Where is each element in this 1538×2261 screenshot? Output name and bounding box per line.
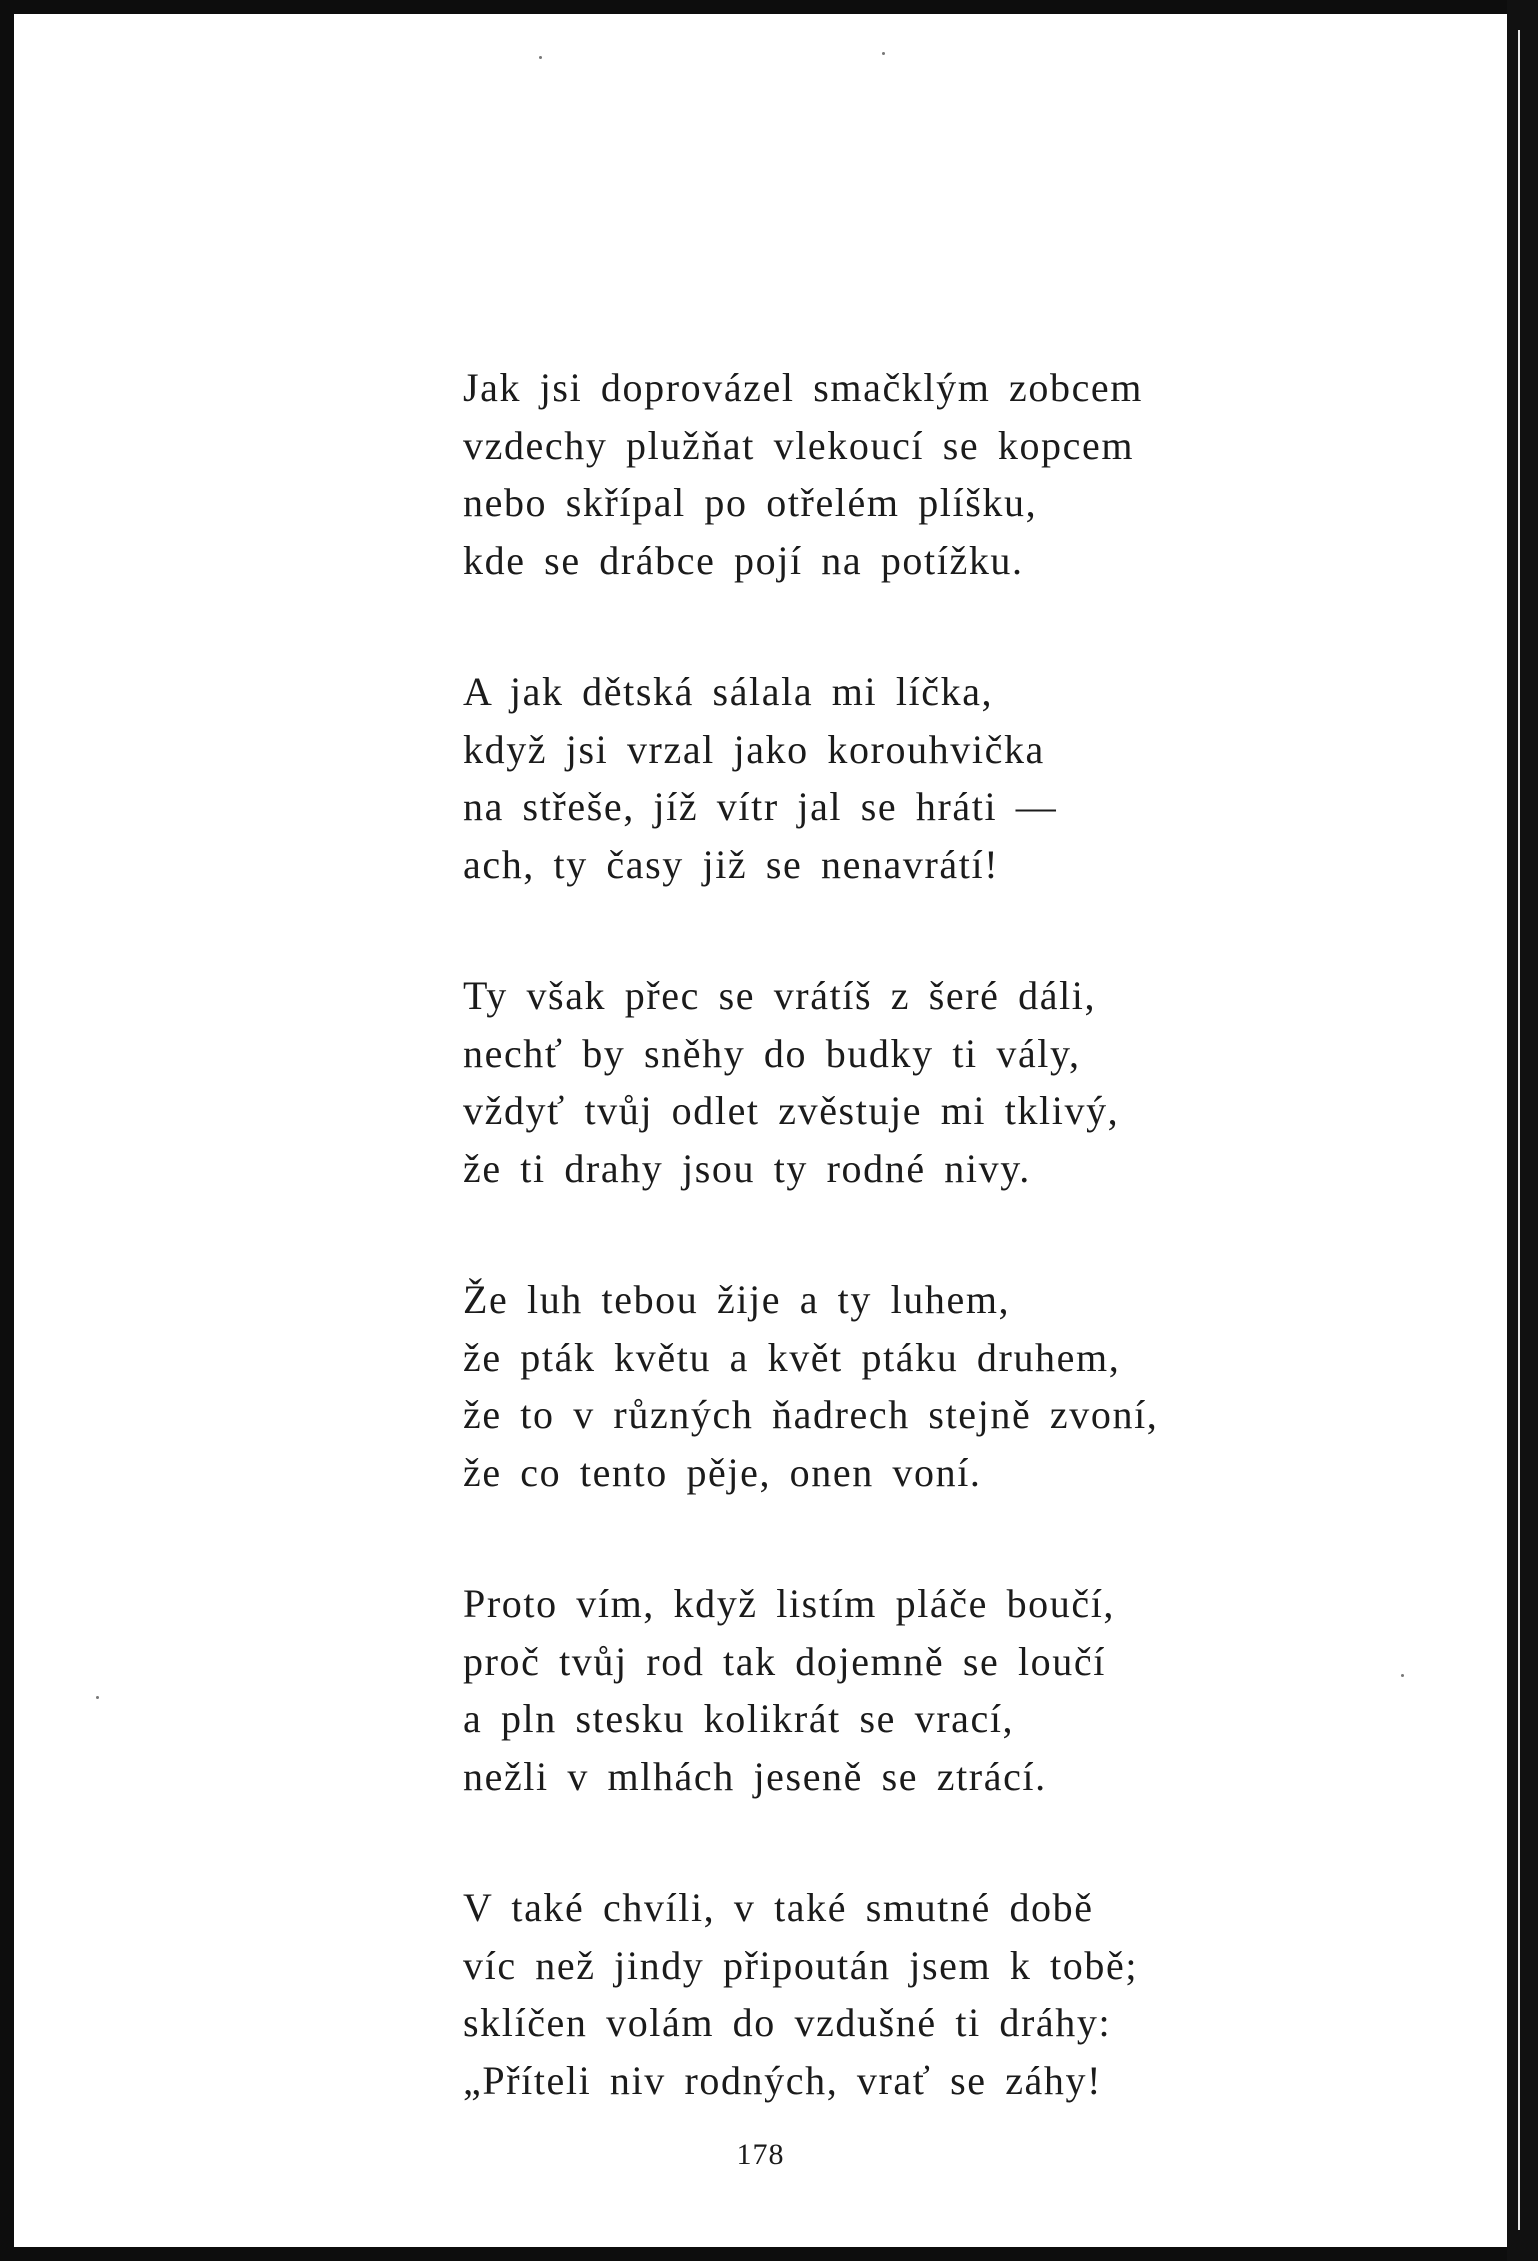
stanza	[463, 359, 1283, 589]
verse-line: že ti drahy jsou ty rodné nivy.	[463, 1145, 1031, 1191]
verse-line: Že luh tebou žije a ty luhem,	[463, 1277, 1011, 1322]
stanza	[463, 1271, 1283, 1501]
verse-line: a pln stesku kolikrát se vrací,	[463, 1696, 1015, 1741]
verse-line: nechť by sněhy do budky ti vály,	[463, 1030, 1081, 1076]
scan-speck	[539, 56, 542, 59]
scan-speck	[96, 1696, 99, 1699]
scan-speck	[882, 52, 885, 55]
verse-line: že pták květu a květ ptáku druhem,	[463, 1334, 1121, 1380]
verse-line: nebo skřípal po otřelém plíšku,	[463, 480, 1038, 525]
verse-line: vzdechy plužňat vlekoucí se kopcem	[463, 422, 1135, 468]
verse-line: proč tvůj rod tak dojemně se loučí	[463, 1638, 1106, 1684]
stanza	[463, 967, 1283, 1197]
verse-line: „Příteli niv rodných, vrať se záhy!	[463, 2057, 1103, 2103]
verse-line: Proto vím, když listím pláče boučí,	[463, 1581, 1116, 1626]
verse-line: když jsi vrzal jako korouhvička	[463, 726, 1045, 772]
scan-speck	[1401, 1674, 1404, 1677]
verse-line: A jak dětská sálala mi líčka,	[463, 669, 994, 714]
stanza	[463, 1879, 1283, 2109]
stanza	[463, 1575, 1283, 1805]
scan-border-line	[1518, 30, 1520, 2230]
verse-line: vždyť tvůj odlet zvěstuje mi tklivý,	[463, 1088, 1120, 1133]
verse-line: víc než jindy připoután jsem k tobě;	[463, 1942, 1139, 1988]
verse-line: sklíčen volám do vzdušné ti dráhy:	[463, 2000, 1112, 2045]
poem	[463, 359, 1283, 2183]
verse-line: nežli v mlhách jeseně se ztrácí.	[463, 1753, 1047, 1799]
book-page	[14, 14, 1507, 2247]
stanza	[463, 663, 1283, 893]
verse-line: Jak jsi doprovázel smačklým zobcem	[463, 365, 1143, 410]
scan-border	[1507, 0, 1538, 2261]
verse-line: že co tento pěje, onen voní.	[463, 1449, 982, 1495]
verse-line: že to v různých ňadrech stejně zvoní,	[463, 1392, 1159, 1437]
verse-line: na střeše, jíž vítr jal se hráti —	[463, 784, 1058, 829]
verse-line: kde se drábce pojí na potížku.	[463, 537, 1024, 583]
verse-line: ach, ty časy již se nenavrátí!	[463, 841, 1000, 887]
page-number: 178	[736, 2138, 785, 2171]
verse-line: Ty však přec se vrátíš z šeré dáli,	[463, 973, 1097, 1018]
verse-line: V také chvíli, v také smutné době	[463, 1885, 1094, 1930]
